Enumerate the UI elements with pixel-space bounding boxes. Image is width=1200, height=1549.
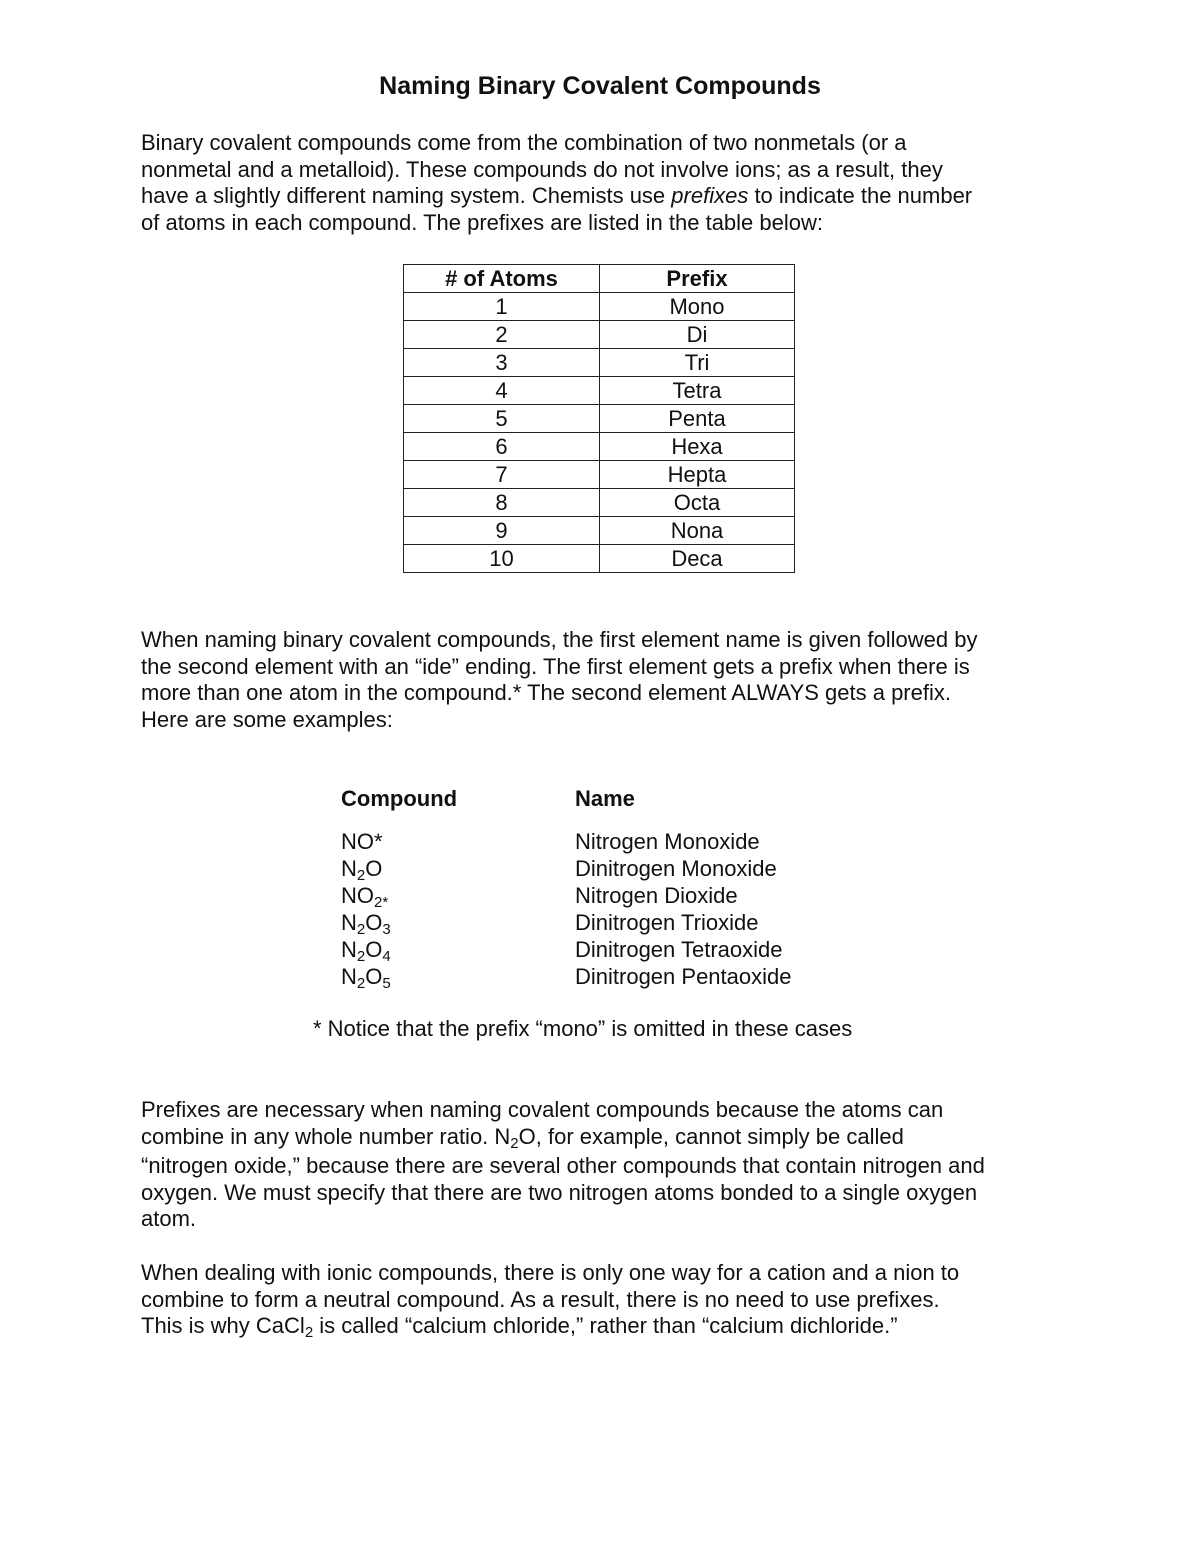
prefix-cell: Deca: [600, 545, 795, 573]
name-header: Name: [575, 786, 635, 811]
atom-count-cell: 3: [404, 349, 600, 377]
atom-count-cell: 1: [404, 293, 600, 321]
prefixes-emphasis: prefixes: [671, 183, 749, 208]
formula-part: N: [341, 856, 357, 881]
prefix-cell: Hexa: [600, 433, 795, 461]
rules-line-3: more than one atom in the compound.* The second element ALWAYS gets a prefix.: [141, 680, 951, 705]
compound-formula: [341, 828, 383, 855]
formula-part: N: [341, 964, 357, 989]
formula-subscript: 2: [356, 921, 366, 938]
formula-subscript: 2: [304, 1324, 314, 1341]
ionic-line-2: combine to form a neutral compound. As a result, there is no need to use prefixes.: [141, 1286, 940, 1312]
table-row: [404, 517, 795, 545]
formula-subscript: 2*: [374, 894, 389, 911]
prefix-need-line-5: atom.: [141, 1206, 197, 1231]
prefix-cell: Tetra: [600, 377, 795, 405]
rules-line-1: When naming binary covalent compounds, the first element name is given followed by: [141, 627, 978, 652]
atom-count-cell: 10: [404, 545, 600, 573]
atom-count-cell: 5: [404, 405, 600, 433]
compound-name: Dinitrogen Tetraoxide: [575, 937, 783, 962]
intro-line-3-start: have a slightly different naming system. Chemists use: [141, 183, 672, 208]
rules-paragraph: [141, 627, 1061, 733]
ionic-line-3-end: is called “calcium chloride,” rather than “calcium dichloride.”: [313, 1313, 898, 1338]
intro-paragraph: [141, 130, 1061, 236]
table-row: [404, 433, 795, 461]
prefix-need-line-2-end: O, for example, cannot simply be called: [518, 1123, 904, 1149]
table-row: [404, 489, 795, 517]
formula-part: NO: [341, 883, 374, 908]
intro-line-3: [141, 183, 972, 208]
ionic-line-3: [141, 1313, 898, 1341]
formula-part: O: [365, 937, 383, 962]
prefix-table-header-row: [404, 265, 795, 293]
header-num-atoms: # of Atoms: [404, 265, 600, 293]
ionic-line-1: When dealing with ionic compounds, there is only one way for a cation and a nion to: [141, 1260, 960, 1285]
formula-subscript: 4: [382, 948, 391, 965]
prefix-need-line-4: oxygen. We must specify that there are two nitrogen atoms bonded to a single oxygen: [141, 1179, 978, 1205]
prefix-cell: Nona: [600, 517, 795, 545]
prefix-need-line-1: Prefixes are necessary when naming covalent compounds because the atoms can: [141, 1097, 944, 1122]
footnote: * Notice that the prefix “mono” is omitted in these cases: [313, 1016, 853, 1041]
rules-line-2: the second element with an “ide” ending. The first element gets a prefix when there is: [141, 653, 970, 679]
compound-name: Dinitrogen Pentaoxide: [575, 964, 792, 989]
rules-line-4: Here are some examples:: [141, 706, 393, 732]
formula-subscript: 5: [382, 975, 391, 992]
table-row: [404, 461, 795, 489]
prefix-need-line-2-start: combine in any whole number ratio. N: [141, 1123, 511, 1149]
prefix-need-line-2: [141, 1123, 904, 1152]
compound-formula: [341, 882, 388, 912]
compound-name: Nitrogen Dioxide: [575, 883, 738, 908]
compound-name: Nitrogen Monoxide: [575, 829, 760, 854]
formula-part: O: [365, 964, 383, 989]
atom-count-cell: 7: [404, 461, 600, 489]
table-row: [404, 377, 795, 405]
prefix-cell: Hepta: [600, 461, 795, 489]
prefix-table: [403, 264, 795, 573]
formula-subscript: 2: [510, 1134, 519, 1152]
atom-count-cell: 9: [404, 517, 600, 545]
formula-subscript: 3: [382, 921, 391, 938]
compound-name: Dinitrogen Monoxide: [575, 856, 777, 881]
table-row: [404, 405, 795, 433]
atom-count-cell: 8: [404, 489, 600, 517]
compound-formula: [341, 909, 391, 939]
formula-subscript: 2: [356, 867, 366, 884]
prefix-need-line-3: “nitrogen oxide,” because there are several other compounds that contain nitrogen and: [141, 1153, 985, 1178]
prefix-cell: Penta: [600, 405, 795, 433]
atom-count-cell: 2: [404, 321, 600, 349]
ionic-line-3-start: This is why CaCl: [141, 1313, 305, 1338]
formula-part: N: [341, 910, 357, 935]
table-row: [404, 545, 795, 573]
table-row: [404, 293, 795, 321]
prefix-cell: Tri: [600, 349, 795, 377]
formula-part: O: [365, 856, 383, 881]
prefix-cell: Di: [600, 321, 795, 349]
page-title: Naming Binary Covalent Compounds: [379, 72, 821, 100]
compound-name: Dinitrogen Trioxide: [575, 910, 759, 935]
atom-count-cell: 6: [404, 433, 600, 461]
atom-count-cell: 4: [404, 377, 600, 405]
formula-part: NO*: [341, 829, 383, 854]
ionic-paragraph: [141, 1260, 1061, 1343]
formula-subscript: 2: [356, 975, 366, 992]
prefix-cell: Octa: [600, 489, 795, 517]
table-row: [404, 349, 795, 377]
header-prefix: Prefix: [600, 265, 795, 293]
compound-header: Compound: [341, 786, 458, 811]
intro-line-3-end: to indicate the number: [748, 183, 973, 208]
formula-subscript: 2: [356, 948, 366, 965]
compound-formula: [341, 855, 382, 885]
table-row: [404, 321, 795, 349]
prefix-need-paragraph: [141, 1097, 1061, 1233]
intro-line-4: of atoms in each compound. The prefixes are listed in the table below:: [141, 209, 823, 235]
prefix-cell: Mono: [600, 293, 795, 321]
intro-line-2: nonmetal and a metalloid). These compounds do not involve ions; as a result, they: [141, 156, 943, 182]
formula-part: O: [365, 910, 383, 935]
formula-part: N: [341, 937, 357, 962]
compound-formula: [341, 936, 391, 966]
intro-line-1: Binary covalent compounds come from the combination of two nonmetals (or a: [141, 130, 907, 155]
compound-formula: [341, 963, 391, 993]
